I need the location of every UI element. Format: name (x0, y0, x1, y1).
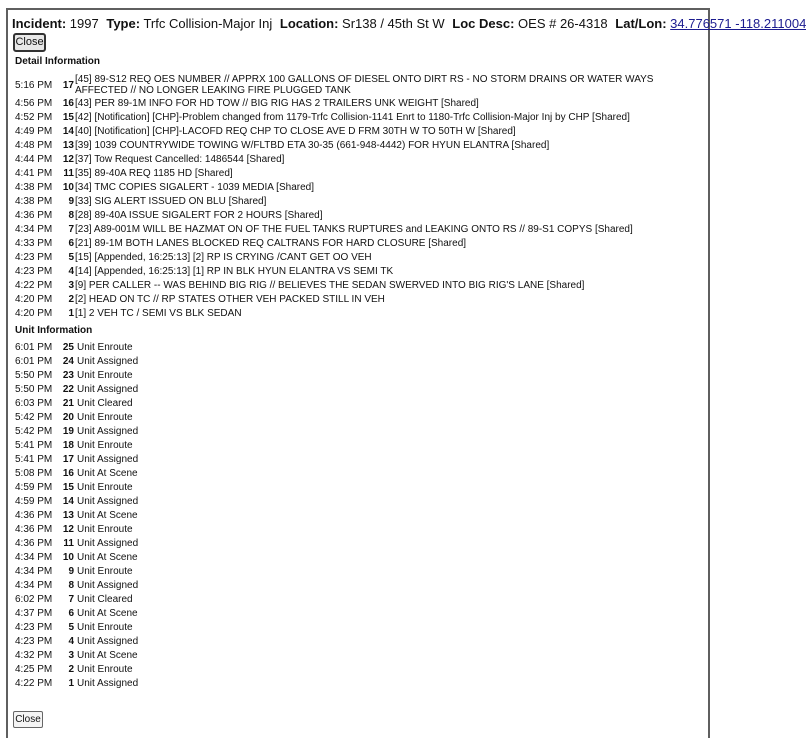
unit-time: 4:59 PM (15, 495, 53, 507)
detail-row (15, 168, 705, 182)
unit-row (15, 368, 315, 382)
detail-text: [9] PER CALLER -- WAS BEHIND BIG RIG // BELIEVES THE SEDAN SWERVED INTO BIG RIG'S LANE [Shared] (75, 280, 585, 291)
unit-status: Unit Assigned (77, 355, 139, 367)
unit-status: Unit Enroute (77, 663, 133, 675)
detail-text: [39] 1039 COUNTRYWIDE TOWING W/FLTBD ETA 30-35 (661-948-4442) FOR HYUN ELANTRA [Shared] (75, 140, 550, 151)
detail-row (15, 140, 705, 154)
detail-row (15, 238, 705, 252)
unit-status: Unit Cleared (77, 397, 133, 409)
detail-text: [35] 89-40A REQ 1185 HD [Shared] (75, 168, 233, 179)
unit-number: 18 (62, 439, 74, 451)
unit-time: 4:22 PM (15, 677, 53, 689)
detail-text: [21] 89-1M BOTH LANES BLOCKED REQ CALTRANS FOR HARD CLOSURE [Shared] (75, 238, 467, 249)
unit-number: 7 (68, 593, 74, 605)
detail-time: 4:23 PM (15, 266, 53, 277)
unit-number: 20 (62, 411, 74, 423)
detail-row (15, 252, 705, 266)
unit-status: Unit Assigned (77, 453, 139, 465)
detail-number: 17 (62, 79, 74, 91)
detail-time: 4:52 PM (15, 112, 53, 123)
detail-time: 4:38 PM (15, 182, 53, 193)
unit-status: Unit Cleared (77, 593, 133, 605)
unit-number: 5 (68, 621, 74, 633)
unit-row (15, 648, 315, 662)
detail-time: 4:23 PM (15, 252, 53, 263)
unit-row (15, 536, 315, 550)
unit-status: Unit At Scene (77, 509, 138, 521)
detail-row (15, 308, 705, 322)
detail-text: [37] Tow Request Cancelled: 1486544 [Shared] (75, 154, 285, 165)
detail-number: 4 (68, 266, 74, 277)
incident-label: Incident: (12, 16, 67, 31)
unit-row (15, 662, 315, 676)
unit-time: 4:34 PM (15, 551, 53, 563)
unit-status: Unit Assigned (77, 495, 139, 507)
unit-status: Unit At Scene (77, 649, 138, 661)
detail-number: 13 (62, 140, 74, 151)
detail-text: [42] [Notification] [CHP]-Problem changed from 1179-Trfc Collision-1141 Enrt to 1180-Trfc Collision-Major Inj by CHP [Shared] (75, 112, 630, 123)
unit-status: Unit Enroute (77, 341, 133, 353)
detail-time: 4:44 PM (15, 154, 53, 165)
detail-text: [15] [Appended, 16:25:13] [2] RP IS CRYING /CANT GET OO VEH (75, 252, 372, 263)
unit-time: 5:42 PM (15, 425, 53, 437)
detail-text: [28] 89-40A ISSUE SIGALERT FOR 2 HOURS [Shared] (75, 210, 323, 221)
incident-number: 1997 (69, 16, 99, 31)
unit-row (15, 382, 315, 396)
unit-row (15, 354, 315, 368)
unit-number: 22 (62, 383, 74, 395)
unit-time: 4:36 PM (15, 537, 53, 549)
unit-status: Unit Enroute (77, 439, 133, 451)
detail-row (15, 98, 705, 112)
unit-row (15, 620, 315, 634)
unit-row (15, 438, 315, 452)
detail-number: 8 (68, 210, 74, 221)
detail-row (15, 182, 705, 196)
close-button-bottom[interactable]: Close (13, 711, 43, 728)
unit-row (15, 634, 315, 648)
detail-time: 4:38 PM (15, 196, 53, 207)
unit-number: 9 (68, 565, 74, 577)
unit-number: 16 (62, 467, 74, 479)
unit-row (15, 466, 315, 480)
detail-text: [45] 89-S12 REQ OES NUMBER // APPRX 100 GALLONS OF DIESEL ONTO DIRT RS - NO STORM DRAINS OR WATER WAYS AFFECTED // NO LONGER LEAKING FIRE PLUGGED TANK (75, 74, 654, 96)
detail-list (15, 72, 705, 322)
detail-number: 16 (62, 98, 74, 109)
unit-time: 5:08 PM (15, 467, 53, 479)
unit-time: 4:36 PM (15, 523, 53, 535)
detail-time: 5:16 PM (15, 79, 53, 91)
detail-number: 7 (68, 224, 74, 235)
detail-time: 4:36 PM (15, 210, 53, 221)
detail-text: [34] TMC COPIES SIGALERT - 1039 MEDIA [Shared] (75, 182, 314, 193)
detail-time: 4:41 PM (15, 168, 53, 179)
unit-time: 4:37 PM (15, 607, 53, 619)
loc-desc-value: OES # 26-4318 (518, 16, 608, 31)
unit-number: 13 (62, 509, 74, 521)
detail-text: [33] SIG ALERT ISSUED ON BLU [Shared] (75, 196, 267, 207)
unit-number: 24 (62, 355, 74, 367)
unit-row (15, 396, 315, 410)
unit-number: 19 (62, 425, 74, 437)
detail-time: 4:20 PM (15, 294, 53, 305)
detail-number: 14 (62, 126, 74, 137)
unit-row (15, 564, 315, 578)
detail-time: 4:49 PM (15, 126, 53, 137)
location-label: Location: (279, 16, 339, 31)
detail-text: [40] [Notification] [CHP]-LACOFD REQ CHP TO CLOSE AVE D FRM 30TH W TO 50TH W [Shared] (75, 126, 516, 137)
detail-time: 4:33 PM (15, 238, 53, 249)
unit-row (15, 522, 315, 536)
detail-time: 4:20 PM (15, 308, 53, 319)
detail-row (15, 294, 705, 308)
detail-text: [1] 2 VEH TC / SEMI VS BLK SEDAN (75, 308, 242, 319)
detail-number: 9 (68, 196, 74, 207)
unit-number: 4 (68, 635, 74, 647)
unit-row (15, 578, 315, 592)
incident-type: Trfc Collision-Major Inj (143, 16, 273, 31)
type-label: Type: (106, 16, 141, 31)
unit-time: 4:23 PM (15, 621, 53, 633)
unit-number: 6 (68, 607, 74, 619)
unit-row (15, 676, 315, 690)
unit-time: 6:01 PM (15, 355, 53, 367)
detail-row (15, 266, 705, 280)
detail-row (15, 224, 705, 238)
unit-row (15, 508, 315, 522)
incident-location: Sr138 / 45th St W (342, 16, 445, 31)
unit-number: 11 (63, 537, 74, 549)
unit-status: Unit Enroute (77, 369, 133, 381)
unit-status: Unit Assigned (77, 579, 139, 591)
unit-row (15, 606, 315, 620)
unit-time: 5:42 PM (15, 411, 53, 423)
unit-time: 6:03 PM (15, 397, 53, 409)
unit-status: Unit Enroute (77, 523, 133, 535)
unit-number: 2 (68, 663, 74, 675)
unit-time: 4:34 PM (15, 565, 53, 577)
unit-number: 8 (68, 579, 74, 591)
detail-number: 5 (68, 252, 74, 263)
detail-row (15, 196, 705, 210)
unit-time: 4:25 PM (15, 663, 53, 675)
detail-number: 6 (68, 238, 74, 249)
detail-number: 1 (68, 308, 74, 319)
detail-time: 4:34 PM (15, 224, 53, 235)
unit-row (15, 494, 315, 508)
unit-time: 5:41 PM (15, 453, 53, 465)
unit-row (15, 550, 315, 564)
unit-number: 21 (62, 397, 74, 409)
detail-row (15, 72, 705, 98)
detail-number: 15 (62, 112, 74, 123)
detail-number: 12 (62, 154, 74, 165)
unit-status: Unit Assigned (77, 635, 139, 647)
unit-row (15, 452, 315, 466)
unit-time: 5:50 PM (15, 369, 53, 381)
detail-text: [2] HEAD ON TC // RP STATES OTHER VEH PACKED STILL IN VEH (75, 294, 385, 305)
unit-time: 6:02 PM (15, 593, 53, 605)
unit-status: Unit Assigned (77, 537, 139, 549)
unit-status: Unit At Scene (77, 551, 138, 563)
detail-number: 10 (62, 182, 74, 193)
unit-number: 10 (62, 551, 74, 563)
unit-number: 14 (62, 495, 74, 507)
detail-row (15, 210, 705, 224)
loc-desc-label: Loc Desc: (452, 16, 515, 31)
detail-information-heading: Detail Information (15, 56, 101, 67)
unit-time: 6:01 PM (15, 341, 53, 353)
unit-number: 17 (62, 453, 74, 465)
detail-row (15, 112, 705, 126)
detail-time: 4:22 PM (15, 280, 53, 291)
unit-row (15, 410, 315, 424)
unit-time: 4:34 PM (15, 579, 53, 591)
incident-panel (6, 8, 806, 738)
unit-number: 1 (68, 677, 74, 689)
unit-list (15, 340, 315, 690)
incident-header (12, 16, 806, 32)
unit-row (15, 592, 315, 606)
unit-time: 5:41 PM (15, 439, 53, 451)
latlon-link[interactable]: 34.776571 -118.211004 (670, 16, 806, 31)
unit-time: 4:36 PM (15, 509, 53, 521)
unit-status: Unit At Scene (77, 607, 138, 619)
detail-number: 11 (63, 168, 74, 179)
detail-number: 2 (68, 294, 74, 305)
unit-status: Unit Assigned (77, 383, 139, 395)
unit-status: Unit Enroute (77, 481, 133, 493)
close-button-top[interactable]: Close (13, 33, 46, 52)
unit-number: 12 (62, 523, 74, 535)
latlon-label: Lat/Lon: (615, 16, 667, 31)
unit-number: 23 (62, 369, 74, 381)
unit-number: 15 (62, 481, 74, 493)
detail-row (15, 154, 705, 168)
detail-time: 4:56 PM (15, 98, 53, 109)
unit-status: Unit Assigned (77, 677, 139, 689)
unit-number: 25 (62, 341, 74, 353)
unit-time: 4:32 PM (15, 649, 53, 661)
detail-text: [14] [Appended, 16:25:13] [1] RP IN BLK HYUN ELANTRA VS SEMI TK (75, 266, 394, 277)
unit-row (15, 480, 315, 494)
unit-status: Unit Enroute (77, 565, 133, 577)
detail-time: 4:48 PM (15, 140, 53, 151)
unit-number: 3 (68, 649, 74, 661)
unit-status: Unit Enroute (77, 411, 133, 423)
unit-time: 5:50 PM (15, 383, 53, 395)
unit-row (15, 340, 315, 354)
detail-text: [43] PER 89-1M INFO FOR HD TOW // BIG RIG HAS 2 TRAILERS UNK WEIGHT [Shared] (75, 98, 479, 109)
unit-time: 4:23 PM (15, 635, 53, 647)
detail-text: [23] A89-001M WILL BE HAZMAT ON OF THE FUEL TANKS RUPTURES and LEAKING ONTO RS // 89-S1 COPYS [Shared] (75, 224, 633, 235)
detail-row (15, 280, 705, 294)
detail-row (15, 126, 705, 140)
unit-status: Unit Enroute (77, 621, 133, 633)
unit-row (15, 424, 315, 438)
unit-time: 4:59 PM (15, 481, 53, 493)
detail-number: 3 (68, 280, 74, 291)
unit-status: Unit Assigned (77, 425, 139, 437)
unit-information-heading: Unit Information (15, 325, 93, 336)
unit-status: Unit At Scene (77, 467, 138, 479)
